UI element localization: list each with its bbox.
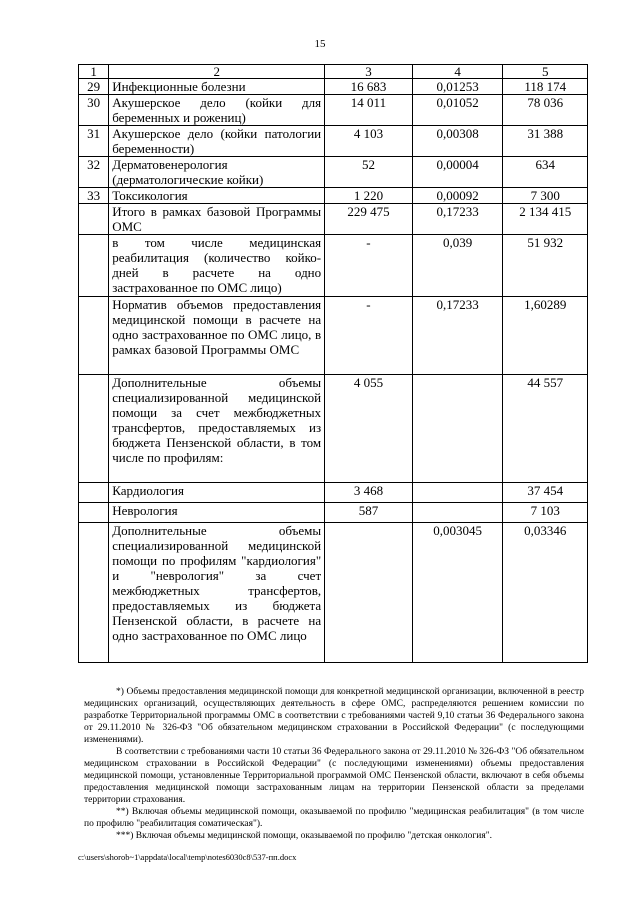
row-number-cell: 33 — [79, 188, 109, 204]
page-number: 15 — [314, 38, 326, 50]
row-col4-cell: 0,003045 — [412, 523, 503, 663]
table-row — [79, 79, 588, 95]
row-col5-cell: 1,60289 — [503, 297, 588, 375]
row-col3-cell: 1 220 — [325, 188, 413, 204]
row-col5-cell: 31 388 — [503, 126, 588, 157]
row-col3-cell: 4 103 — [325, 126, 413, 157]
table-row — [79, 503, 588, 523]
row-col4-cell: 0,17233 — [412, 204, 503, 235]
footnote-4: ***) Включая объемы медицинской помощи, оказываемой по профилю "детская онкология". — [116, 831, 492, 841]
table-row — [79, 157, 588, 188]
row-col4-cell — [412, 483, 503, 503]
table-header-row — [79, 65, 588, 79]
table-row — [79, 204, 588, 235]
row-name-cell: в том числе медицинская реабилитация (количество койко-дней в расчете на одно застрахованное по ОМС лицо) — [109, 235, 325, 297]
table-row — [79, 188, 588, 204]
row-number-cell — [79, 375, 109, 483]
row-col4-cell: 0,00004 — [412, 157, 503, 188]
row-col5-cell: 78 036 — [503, 95, 588, 126]
row-name-cell: Акушерское дело (койки для беременных и рожениц) — [109, 95, 325, 126]
row-col3-cell: 16 683 — [325, 79, 413, 95]
row-number-cell: 29 — [79, 79, 109, 95]
row-col5-cell: 7 103 — [503, 503, 588, 523]
row-name-cell: Неврология — [109, 503, 325, 523]
row-col3-cell: 14 011 — [325, 95, 413, 126]
row-col4-cell: 0,00092 — [412, 188, 503, 204]
row-col5-cell: 51 932 — [503, 235, 588, 297]
row-col5-cell: 7 300 — [503, 188, 588, 204]
row-number-cell: 30 — [79, 95, 109, 126]
row-name-cell: Инфекционные болезни — [109, 79, 325, 95]
row-col4-cell — [412, 375, 503, 483]
row-col5-cell: 37 454 — [503, 483, 588, 503]
row-col3-cell: 229 475 — [325, 204, 413, 235]
row-col3-cell — [325, 523, 413, 663]
row-name-cell: Дополнительные объемы специализированной медицинской помощи по профилям "кардиология" и "неврология" за счет межбюджетных трансфертов, предоставляемых из бюджета Пензенской области, в расчете на одно застрахованное по ОМС лицо — [109, 523, 325, 663]
row-name-cell: Дополнительные объемы специализированной медицинской помощи за счет межбюджетных трансфертов, предоставляемых из бюджета Пензенской области, в том числе по профилям: — [109, 375, 325, 483]
row-col4-cell — [412, 503, 503, 523]
row-name-cell: Токсикология — [109, 188, 325, 204]
row-number-cell — [79, 523, 109, 663]
row-col4-cell: 0,17233 — [412, 297, 503, 375]
table-row — [79, 95, 588, 126]
row-col4-cell: 0,01253 — [412, 79, 503, 95]
row-col5-cell: 0,03346 — [503, 523, 588, 663]
header-cell: 1 — [79, 65, 109, 79]
footnotes — [84, 686, 584, 842]
row-col4-cell: 0,01052 — [412, 95, 503, 126]
row-number-cell — [79, 503, 109, 523]
row-number-cell — [79, 204, 109, 235]
row-number-cell: 31 — [79, 126, 109, 157]
row-col3-cell: 4 055 — [325, 375, 413, 483]
row-col4-cell: 0,039 — [412, 235, 503, 297]
header-cell: 5 — [503, 65, 588, 79]
table-row — [79, 523, 588, 663]
header-cell: 2 — [109, 65, 325, 79]
table-row — [79, 375, 588, 483]
row-col3-cell: 587 — [325, 503, 413, 523]
header-cell: 4 — [412, 65, 503, 79]
row-col5-cell: 44 557 — [503, 375, 588, 483]
footnote-1: *) Объемы предоставления медицинской помощи для конкретной медицинской организации, включенной в реестр медицинских организаций, осуществляющих деятельность в сфере ОМС, распределяются решением комиссии по разработке Территориальной программы ОМС в соответствии с требованиями частей 9,10 статьи 36 Федерального закона от 29.11.2010 № 326-ФЗ "Об обязательном медицинском страховании в Российской Федерации" (с последующими изменениями). — [84, 687, 584, 745]
row-number-cell — [79, 483, 109, 503]
row-col4-cell: 0,00308 — [412, 126, 503, 157]
row-name-cell: Дерматовенерология (дерматологические койки) — [109, 157, 325, 188]
row-number-cell — [79, 235, 109, 297]
row-name-cell: Акушерское дело (койки патологии беременности) — [109, 126, 325, 157]
table-row — [79, 235, 588, 297]
row-col3-cell: - — [325, 297, 413, 375]
row-name-cell: Кардиология — [109, 483, 325, 503]
row-col5-cell: 2 134 415 — [503, 204, 588, 235]
footnote-2: В соответствии с требованиями части 10 статьи 36 Федерального закона от 29.11.2010 № 326-ФЗ "Об обязательном медицинском страховании в Российской Федерации" (с последующими изменениями) объемы предоставления медицинской помощи, установленные Территориальной программой ОМС Пензенской области, включают в себя объемы предоставления медицинской помощи застрахованным лицам на территории Пензенской области за пределами территории страхования. — [84, 747, 584, 805]
header-cell: 3 — [325, 65, 413, 79]
footnote-3: **) Включая объемы медицинской помощи, оказываемой по профилю "медицинская реабилитация" (в том числе по профилю "реабилитация соматическая"). — [84, 807, 584, 829]
row-col3-cell: 3 468 — [325, 483, 413, 503]
table-row — [79, 483, 588, 503]
file-path: c:\users\shorob~1\appdata\local\temp\notes6030c8\537-пп.docx — [78, 852, 297, 862]
row-name-cell: Норматив объемов предоставления медицинской помощи в расчете на одно застрахованное по ОМС лицо, в рамках базовой Программы ОМС — [109, 297, 325, 375]
table-row — [79, 297, 588, 375]
row-name-cell: Итого в рамках базовой Программы ОМС — [109, 204, 325, 235]
table-row — [79, 126, 588, 157]
row-col5-cell: 118 174 — [503, 79, 588, 95]
row-number-cell — [79, 297, 109, 375]
volumes-table — [78, 64, 588, 663]
row-col3-cell: 52 — [325, 157, 413, 188]
row-col3-cell: - — [325, 235, 413, 297]
row-number-cell: 32 — [79, 157, 109, 188]
row-col5-cell: 634 — [503, 157, 588, 188]
